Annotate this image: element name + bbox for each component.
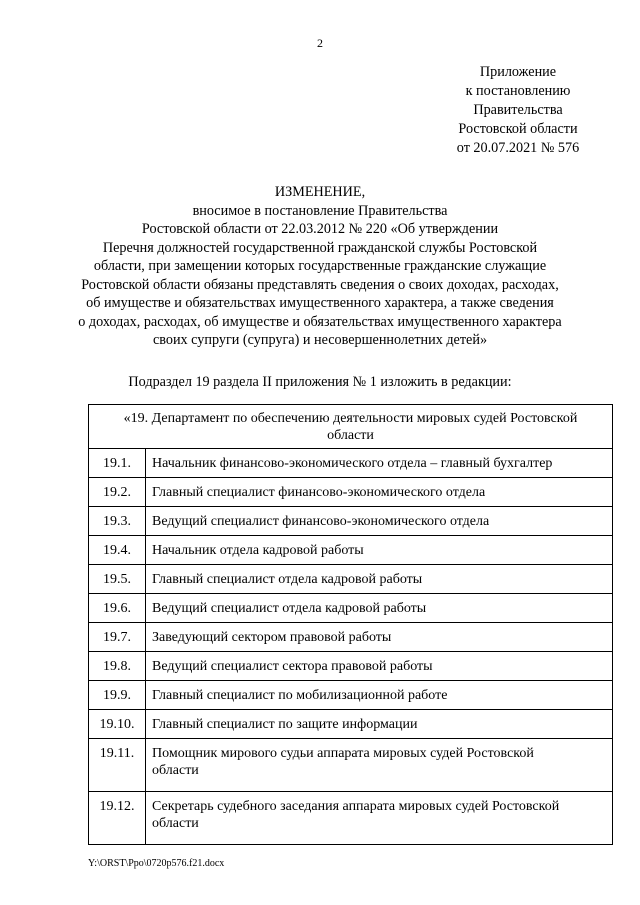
- row-title: Начальник отдела кадровой работы: [146, 536, 613, 565]
- file-path-footer: Y:\ORST\Ppo\0720p576.f21.docx: [88, 858, 225, 869]
- table-row: [89, 449, 613, 478]
- appendix-line: Ростовской области: [458, 121, 578, 137]
- department-line: области: [327, 427, 374, 443]
- row-number: 19.8.: [89, 652, 146, 681]
- row-number: 19.9.: [89, 681, 146, 710]
- row-number: 19.12.: [89, 792, 146, 845]
- table-row: [89, 623, 613, 652]
- heading-line: вносимое в постановление Правительства: [192, 202, 448, 219]
- heading-line: Ростовской области обязаны представлять сведения о своих доходах, расходах,: [81, 276, 559, 293]
- table-row: [89, 536, 613, 565]
- document-heading: [60, 183, 580, 350]
- row-title: [146, 739, 613, 792]
- table-row: [89, 478, 613, 507]
- row-title-line: Секретарь судебного заседания аппарата мировых судей Ростовской: [152, 799, 560, 814]
- heading-title: ИЗМЕНЕНИЕ,: [274, 184, 366, 200]
- row-title: Главный специалист отдела кадровой работы: [146, 565, 613, 594]
- appendix-line: Правительства: [473, 102, 563, 118]
- table-row: [89, 594, 613, 623]
- heading-line: Перечня должностей государственной гражданской службы Ростовской: [102, 239, 538, 256]
- row-number: 19.10.: [89, 710, 146, 739]
- row-number: 19.7.: [89, 623, 146, 652]
- row-title-line: области: [152, 763, 199, 778]
- heading-line: своих супруги (супруга) и несовершеннолетних детей»: [152, 332, 488, 348]
- table-row: [89, 710, 613, 739]
- row-title: Главный специалист финансово-экономического отдела: [146, 478, 613, 507]
- table-row: [89, 652, 613, 681]
- row-title: Ведущий специалист сектора правовой работы: [146, 652, 613, 681]
- row-number: 19.3.: [89, 507, 146, 536]
- row-title: Начальник финансово-экономического отдела – главный бухгалтер: [146, 449, 613, 478]
- row-title: Заведующий сектором правовой работы: [146, 623, 613, 652]
- row-number: 19.5.: [89, 565, 146, 594]
- instruction-text: Подраздел 19 раздела II приложения № 1 изложить в редакции:: [128, 374, 512, 390]
- table-row: [89, 792, 613, 845]
- row-title: Главный специалист по защите информации: [146, 710, 613, 739]
- row-title-line: области: [152, 816, 199, 831]
- heading-line: области, при замещении которых государственные гражданские служащие: [93, 258, 547, 274]
- positions-table: [88, 404, 613, 845]
- heading-line: Ростовской области от 22.03.2012 № 220 «Об утверждении: [141, 221, 499, 237]
- row-title: Ведущий специалист финансово-экономического отдела: [146, 507, 613, 536]
- row-number: 19.11.: [89, 739, 146, 792]
- table-row: [89, 565, 613, 594]
- row-number: 19.6.: [89, 594, 146, 623]
- row-title-line: Помощник мирового судьи аппарата мировых судей Ростовской: [152, 746, 534, 761]
- row-title: [146, 792, 613, 845]
- page-number: 2: [317, 36, 323, 50]
- appendix-line: к постановлению: [465, 83, 571, 99]
- row-number: 19.1.: [89, 449, 146, 478]
- appendix-block: [436, 63, 600, 158]
- row-title: Ведущий специалист отдела кадровой работы: [146, 594, 613, 623]
- appendix-line: от 20.07.2021 № 576: [456, 140, 580, 156]
- table-row: [89, 739, 613, 792]
- row-title: Главный специалист по мобилизационной работе: [146, 681, 613, 710]
- row-number: 19.4.: [89, 536, 146, 565]
- department-row: [89, 405, 613, 449]
- heading-line: о доходах, расходах, об имуществе и обязательствах имущественного характера: [78, 313, 562, 330]
- table-row: [89, 507, 613, 536]
- row-number: 19.2.: [89, 478, 146, 507]
- appendix-line: Приложение: [479, 64, 557, 80]
- table-row: [89, 681, 613, 710]
- heading-line: об имуществе и обязательствах имущественного характера, а также сведения: [86, 295, 554, 311]
- department-line: «19. Департамент по обеспечению деятельности мировых судей Ростовской: [123, 410, 578, 426]
- department-cell: [89, 405, 613, 449]
